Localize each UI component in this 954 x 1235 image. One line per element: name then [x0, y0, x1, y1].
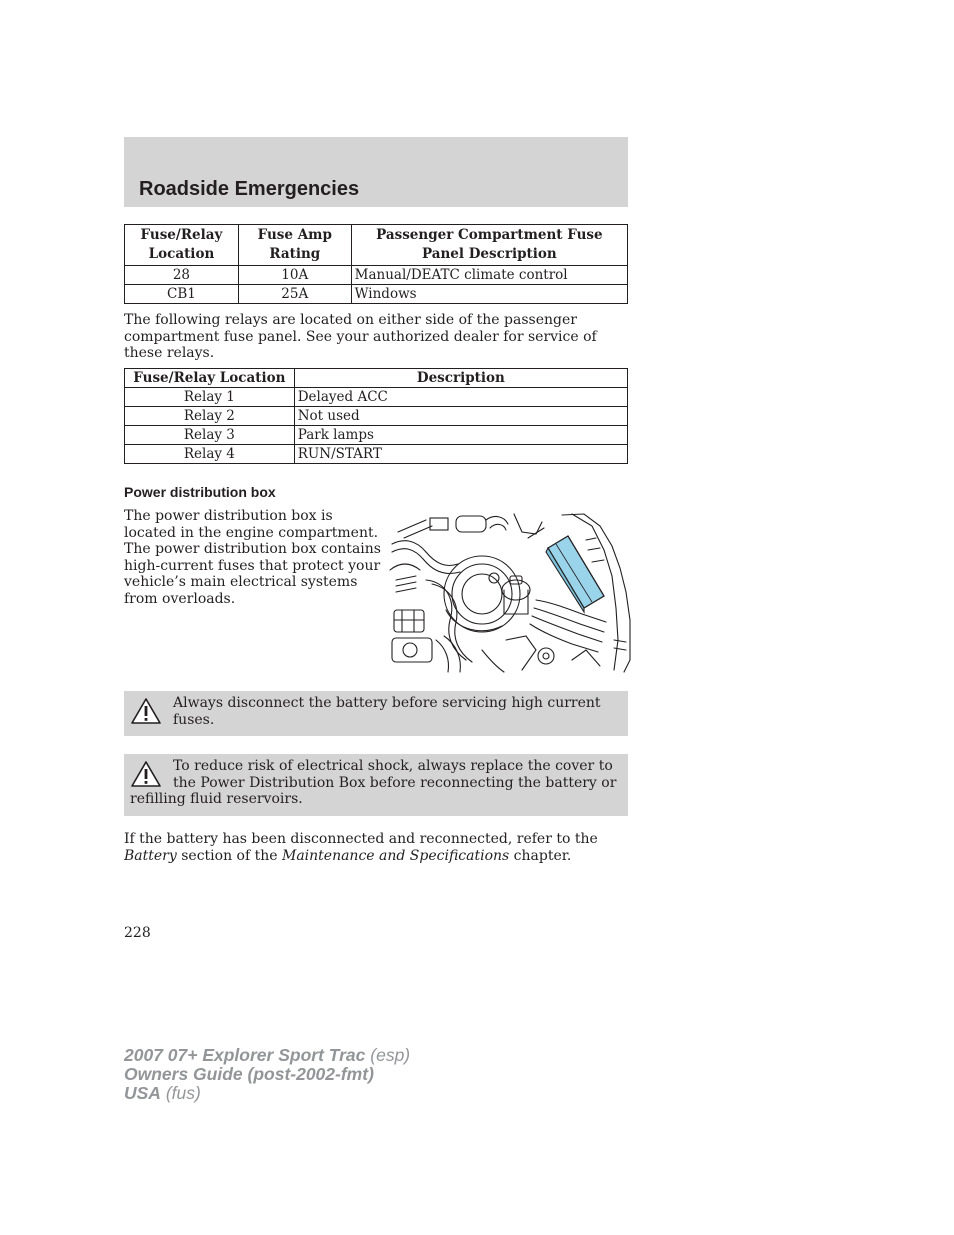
table-cell: Delayed ACC [294, 388, 627, 407]
table-row [125, 407, 628, 426]
warning-line: To reduce risk of electrical shock, always replace the cover to [173, 758, 613, 774]
engine-compartment-illustration [386, 510, 632, 674]
battery-reference: Battery [124, 847, 177, 864]
warning-line: fuses. [173, 711, 215, 728]
table-cell: Relay 4 [125, 445, 295, 464]
table-row [125, 388, 628, 407]
header-text: Fuse Amp Rating [257, 227, 332, 262]
closing-line: If the battery has been disconnected and reconnected, refer to the [124, 831, 598, 847]
table-cell: 10A [238, 266, 351, 285]
fuse-table-header [238, 225, 351, 266]
header-text: Fuse/Relay Location [140, 227, 223, 262]
table-row [125, 426, 628, 445]
warning-text [124, 754, 628, 808]
footer-model-code: (esp) [365, 1045, 411, 1065]
relay-table [124, 368, 628, 464]
warning-box [124, 691, 628, 736]
document-footer [124, 1046, 410, 1103]
warning-text [124, 691, 628, 728]
footer-market-code: (fus) [160, 1083, 201, 1103]
warning-triangle-icon [130, 760, 162, 788]
relay-table-header: Fuse/Relay Location [125, 369, 295, 388]
power-box-description [124, 508, 384, 607]
table-cell: RUN/START [294, 445, 627, 464]
table-cell: Manual/DEATC climate control [351, 266, 627, 285]
text-line: high-current fuses that protect your [124, 557, 381, 574]
text-line: The power distribution box is [124, 508, 333, 524]
header-text: Passenger Compartment Fuse Panel Description [376, 227, 603, 262]
footer-model: 2007 07+ Explorer Sport Trac [124, 1045, 366, 1065]
text-line: from overloads. [124, 590, 236, 607]
fuse-table-header-row [125, 225, 628, 266]
table-cell: 28 [125, 266, 239, 285]
warning-line: Always disconnect the battery before servicing high current [173, 695, 601, 711]
closing-mid: section of the [176, 847, 282, 864]
relay-table-header-row [125, 369, 628, 388]
footer-market: USA [124, 1083, 161, 1103]
warning-line: refilling fluid reservoirs. [130, 791, 303, 807]
table-cell: CB1 [125, 285, 239, 304]
table-cell: Park lamps [294, 426, 627, 445]
table-cell: 25A [238, 285, 351, 304]
table-cell: Relay 3 [125, 426, 295, 445]
table-cell: Relay 2 [125, 407, 295, 426]
relay-table-header: Description [294, 369, 627, 388]
table-row [125, 285, 628, 304]
closing-paragraph [124, 831, 628, 864]
power-distribution-box-highlight [546, 536, 604, 612]
section-title: Roadside Emergencies [139, 178, 360, 200]
page-number: 228 [124, 925, 151, 941]
text-line: located in the engine compartment. [124, 524, 379, 541]
warning-line: the Power Distribution Box before reconnecting the battery or [173, 774, 617, 791]
fuse-table-header [125, 225, 239, 266]
footer-guide: Owners Guide (post-2002-fmt) [124, 1064, 374, 1084]
fuse-table-header [351, 225, 627, 266]
warning-triangle-icon [130, 697, 162, 725]
warning-box [124, 754, 628, 816]
relay-intro-text: The following relays are located on either side of the passenger compartment fuse panel. See your authorized dealer for service of these relays. [124, 312, 597, 361]
chapter-reference: Maintenance and Specifications [281, 847, 510, 864]
text-line: vehicle’s main electrical systems [124, 574, 358, 590]
power-distribution-heading: Power distribution box [124, 484, 276, 500]
table-cell: Not used [294, 407, 627, 426]
table-row [125, 445, 628, 464]
table-cell: Windows [351, 285, 627, 304]
closing-end: chapter. [509, 847, 572, 864]
fuse-table [124, 224, 628, 304]
text-line: The power distribution box contains [124, 541, 381, 557]
table-row [125, 266, 628, 285]
table-cell: Relay 1 [125, 388, 295, 407]
